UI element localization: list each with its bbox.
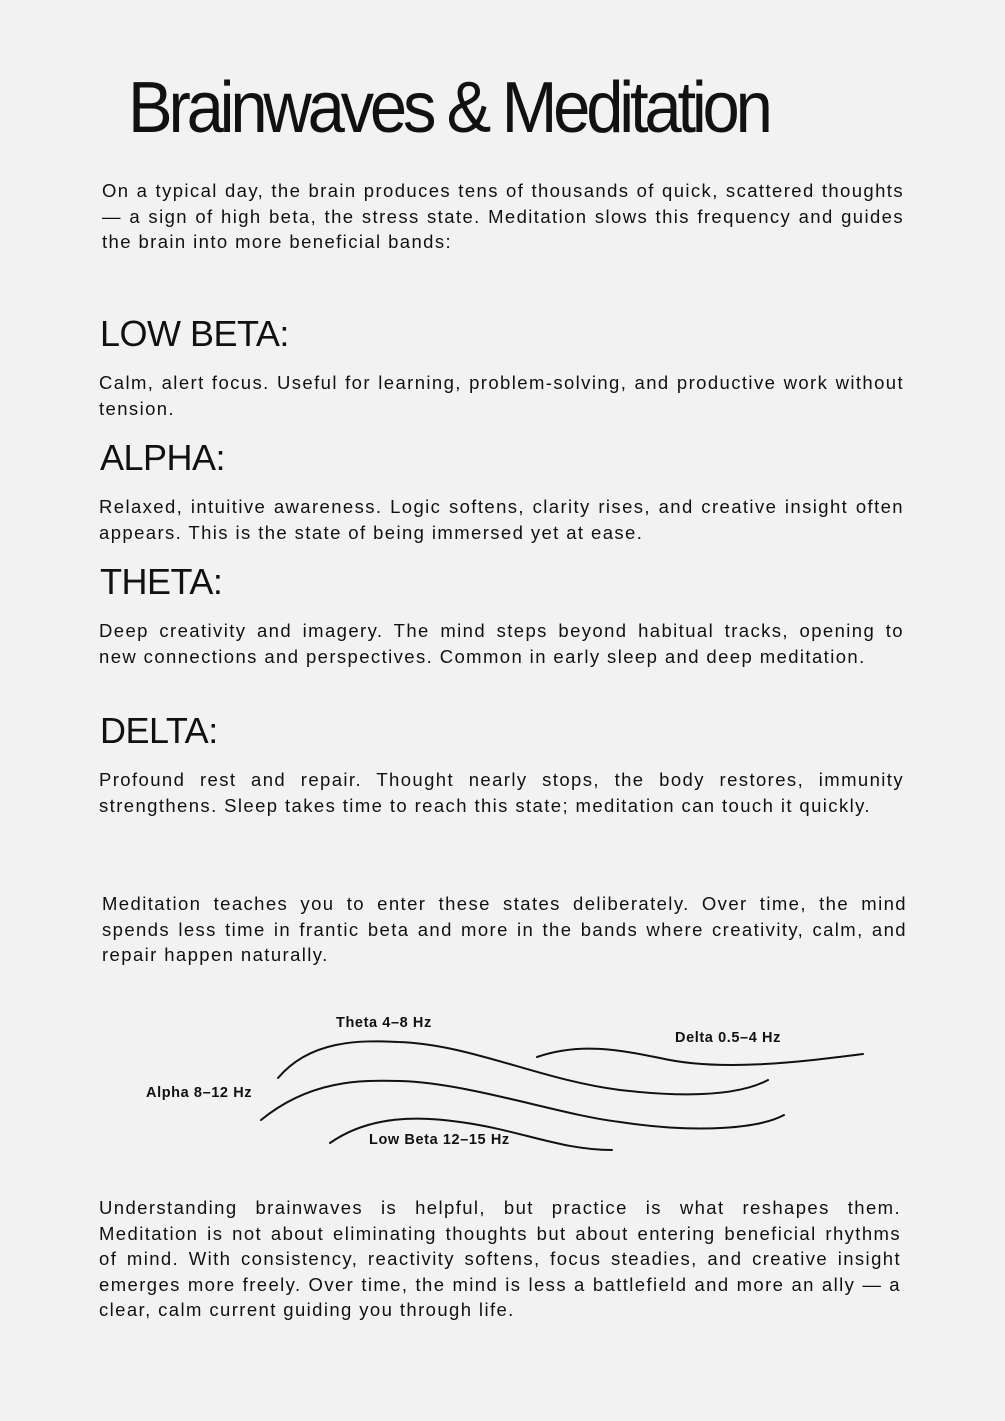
closing-paragraph: Understanding brainwaves is helpful, but practice is what reshapes them. Meditation is not about eliminating thoughts but about entering beneficial rhythms of mind. With consistency, reactivity softens, focus steadies, and creative insight emerges more freely. Over time, the mind is less a battlefield and more an ally — a clear, calm current guiding you through life. — [99, 1197, 901, 1320]
alpha-wave — [261, 1081, 784, 1129]
delta-text: Profound rest and repair. Thought nearly stops, the body restores, immunity strengthens. Sleep takes time to reach this state; meditation can touch it quickly. — [99, 769, 904, 816]
theta-wave — [278, 1041, 768, 1094]
heading-delta: DELTA: — [100, 710, 218, 751]
alpha-text: Relaxed, intuitive awareness. Logic softens, clarity rises, and creative insight often appears. This is the state of being immersed yet at ease. — [99, 496, 904, 543]
low-beta-label: Low Beta 12–15 Hz — [369, 1132, 510, 1148]
delta-wave — [537, 1049, 863, 1065]
delta-label: Delta 0.5–4 Hz — [675, 1030, 781, 1046]
intro-paragraph: On a typical day, the brain produces tens of thousands of quick, scattered thoughts — a sign of high beta, the stress state. Meditation slows this frequency and guides the brain into more beneficial bands: — [102, 180, 904, 252]
theta-label: Theta 4–8 Hz — [336, 1015, 432, 1031]
middle-paragraph: Meditation teaches you to enter these states deliberately. Over time, the mind spends less time in frantic beta and more in the bands where creativity, calm, and repair happen naturally. — [102, 893, 907, 965]
page-title: Brainwaves & Meditation — [128, 68, 769, 148]
heading-theta: THETA: — [100, 561, 223, 602]
theta-text: Deep creativity and imagery. The mind steps beyond habitual tracks, opening to new connections and perspectives. Common in early sleep and deep meditation. — [99, 620, 904, 667]
low-beta-text: Calm, alert focus. Useful for learning, problem-solving, and productive work without tension. — [99, 372, 904, 419]
alpha-label: Alpha 8–12 Hz — [146, 1085, 253, 1101]
heading-alpha: ALPHA: — [100, 437, 226, 478]
heading-low-beta: LOW BETA: — [100, 313, 289, 354]
